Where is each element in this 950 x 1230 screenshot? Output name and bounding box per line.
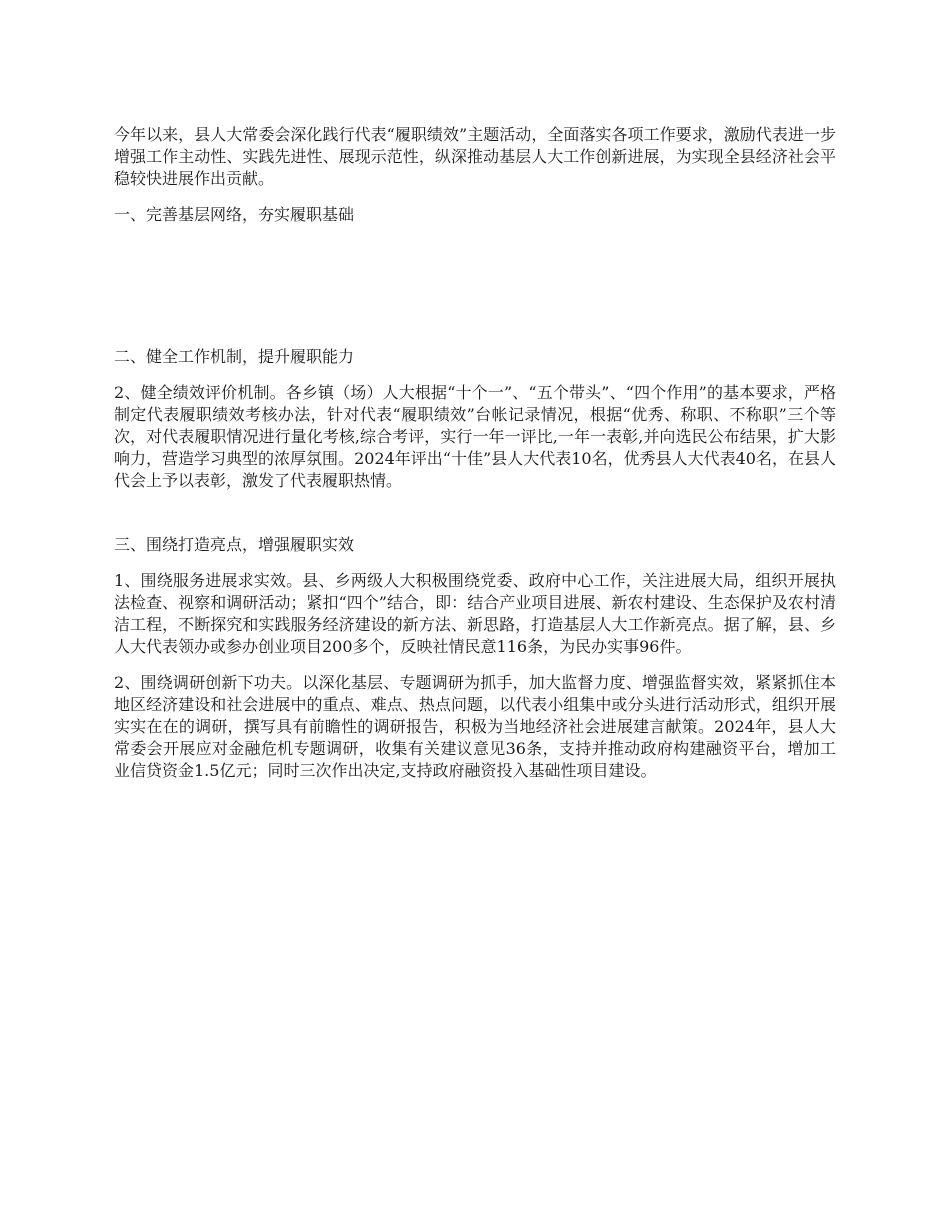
section2-paragraph-1: 2、健全绩效评价机制。各乡镇（场）人大根据“十个一”、“五个带头”、“四个作用”的基本要求，严格制定代表履职绩效考核办法，针对代表“履职绩效”台帐记录情况，根据“优秀、称职、不称职”三个等次，对代表履职情况进行量化考核,综合考评，实行一年一评比,一年一表彰,并向选民公布结果，扩大影响力，营造学习典型的浓厚氛围。2024年评出“十佳”县人大代表10名，优秀县人大代表40名，在县人代会上予以表彰，激发了代表履职热情。: [114, 383, 836, 490]
section-heading-3: 三、围绕打造亮点，增强履职实效: [114, 535, 355, 554]
intro-paragraph: 今年以来，县人大常委会深化践行代表“履职绩效”主题活动，全面落实各项工作要求，激励代表进一步增强工作主动性、实践先进性、展现示范性，纵深推动基层人大工作创新进展，为实现全县经济社会平稳较快进展作出贡献。: [114, 125, 836, 188]
section3-paragraph-2: 2、围绕调研创新下功夫。以深化基层、专题调研为抓手，加大监督力度、增强监督实效，紧紧抓住本地区经济建设和社会进展中的重点、难点、热点问题，以代表小组集中或分头进行活动形式，组织开展实实在在的调研，撰写具有前瞻性的调研报告，积极为当地经济社会进展建言献策。2024年，县人大常委会开展应对金融危机专题调研，收集有关建议意见36条，支持并推动政府构建融资平台，增加工业信贷资金1.5亿元；同时三次作出决定,支持政府融资投入基础性项目建设。: [114, 673, 836, 780]
section3-paragraph-1: 1、围绕服务进展求实效。县、乡两级人大积极围绕党委、政府中心工作，关注进展大局，组织开展执法检查、视察和调研活动；紧扣“四个”结合，即：结合产业项目进展、新农村建设、生态保护及农村清洁工程，不断探究和实践服务经济建设的新方法、新思路，打造基层人大工作新亮点。据了解，县、乡人大代表领办或参办创业项目200多个，反映社情民意116条，为民办实事96件。: [114, 571, 836, 656]
document-body: [114, 124, 836, 782]
section-heading-1: 一、完善基层网络，夯实履职基础: [114, 205, 355, 224]
section-heading-2: 二、健全工作机制，提升履职能力: [114, 347, 355, 366]
